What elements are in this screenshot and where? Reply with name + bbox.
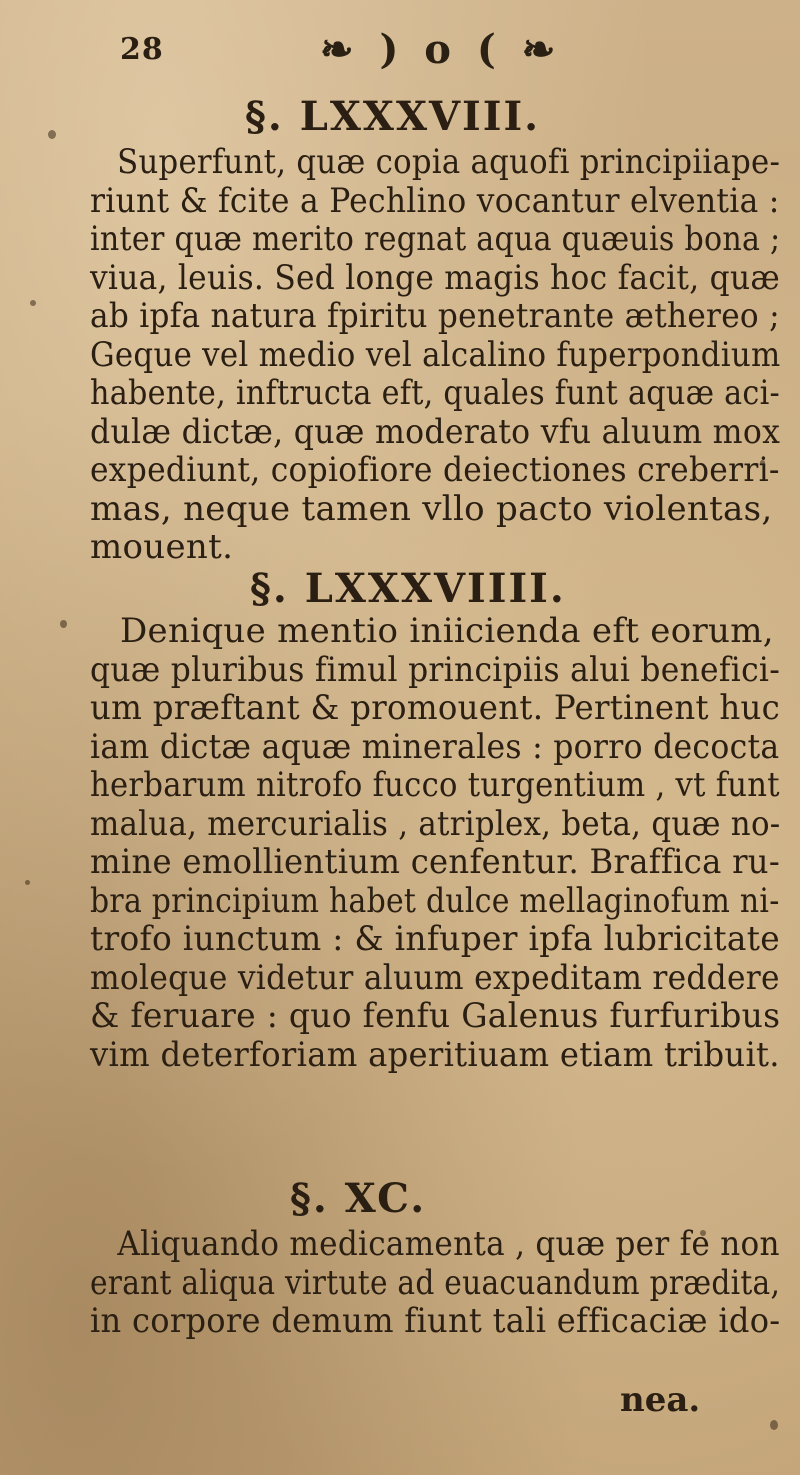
text-line: inter quæ merito regnat aqua quæuis bona ; <box>90 219 781 259</box>
ink-speck <box>60 620 67 628</box>
text-line: dulæ dictæ, quæ moderato vfu aluum mox <box>90 411 781 452</box>
ink-speck <box>48 130 56 139</box>
header-ornament: ❧ ) o ( ❧ <box>320 26 562 73</box>
page-header <box>100 20 720 80</box>
text-line: habente, inftructa eft, quales funt aquæ aci- <box>90 373 781 413</box>
section-heading: §. LXXXVIIII. <box>250 565 566 612</box>
text-line: mouent. <box>90 527 234 567</box>
text-line: trofo iunctum : & infuper ipfa lubricitate <box>90 919 781 959</box>
text-line: ab ipfa natura fpiritu penetrante æthereo ; <box>90 296 780 336</box>
page-number: 28 <box>120 32 164 67</box>
text-line: in corpore demum fiunt tali efficaciæ ido- <box>90 1301 781 1341</box>
text-line: mine emollientium cenfentur. Braffica ru- <box>90 842 781 882</box>
section-paragraph <box>90 1225 780 1341</box>
text-line: iam dictæ aquæ minerales : porro decocta <box>90 726 780 767</box>
section-paragraph <box>90 143 780 567</box>
text-line: erant aliqua virtute ad euacuandum prædita, <box>90 1262 781 1303</box>
ink-speck <box>30 300 36 306</box>
text-line: & feruare : quo fenfu Galenus furfuribus <box>90 996 781 1036</box>
section-heading: §. XC. <box>290 1175 427 1222</box>
text-line: viua, leuis. Sed longe magis hoc facit, quæ <box>90 257 780 298</box>
text-line: Aliquando medicamenta , quæ per fe non <box>117 1224 780 1264</box>
text-line: Superfunt, quæ copia aquofi principiiape- <box>117 142 781 182</box>
text-line: malua, mercurialis , atriplex, beta, quæ no- <box>90 803 781 844</box>
ink-speck <box>25 880 30 885</box>
text-line: vim deterforiam aperitiuam etiam tribuit. <box>90 1034 780 1075</box>
text-line: riunt & fcite a Pechlino vocantur elventia : <box>90 180 780 221</box>
ink-speck <box>770 1420 778 1430</box>
catchword: nea. <box>620 1380 701 1420</box>
text-line: moleque videtur aluum expeditam reddere <box>90 957 780 998</box>
text-line: expediunt, copiofiore deiectiones creberri- <box>90 450 780 490</box>
text-line: herbarum nitrofo fucco turgentium , vt funt <box>90 765 780 805</box>
section-heading: §. LXXXVIII. <box>245 93 541 140</box>
text-line: Denique mentio iniicienda eft eorum, <box>120 611 774 651</box>
text-line: bra principium habet dulce mellaginofum ni- <box>90 880 780 921</box>
text-line: mas, neque tamen vllo pacto violentas, <box>90 488 773 529</box>
section-paragraph <box>90 612 780 1074</box>
text-line: um præftant & promouent. Pertinent huc <box>90 688 781 728</box>
text-line: Geque vel medio vel alcalino fuperpondium <box>90 334 781 375</box>
text-line: quæ pluribus fimul principiis alui benefici- <box>90 649 781 690</box>
